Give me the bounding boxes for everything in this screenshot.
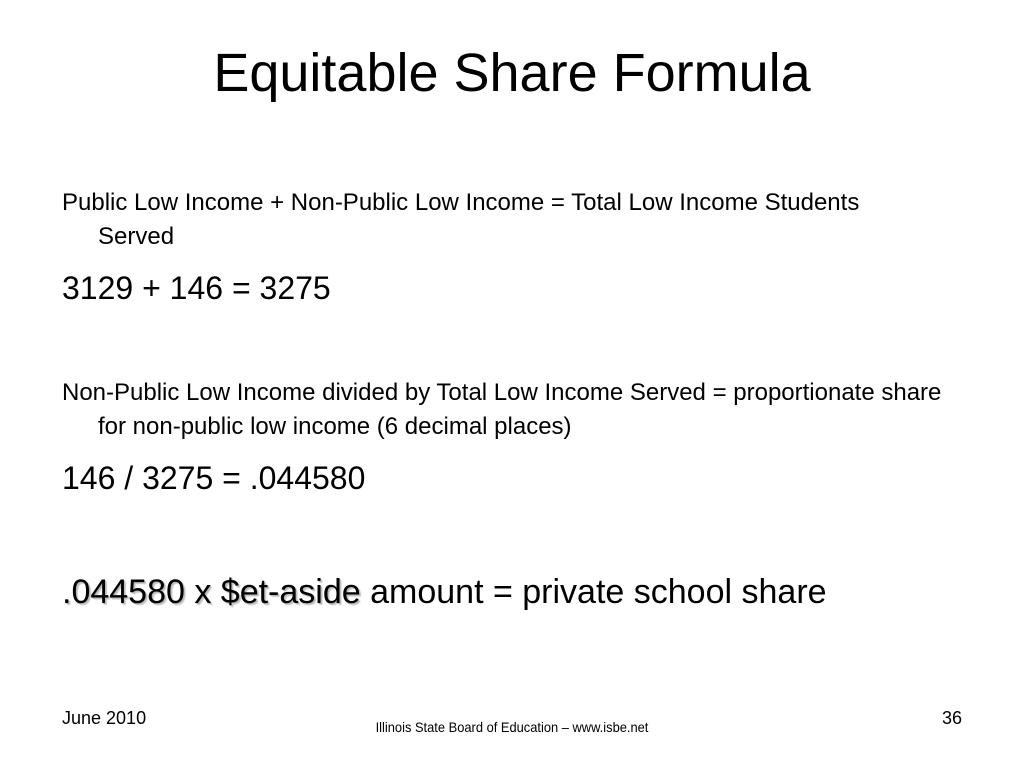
equation-shadowed-part: .044580 x $et-aside — [62, 573, 361, 611]
formula-description-1 — [62, 186, 942, 254]
equation-private-share — [62, 570, 1012, 614]
equation-rest: amount = private school share — [360, 573, 827, 611]
equation-total: 3129 + 146 = 3275 — [62, 270, 331, 306]
slide-title: Equitable Share Formula — [213, 43, 811, 103]
footer-organization: Illinois State Board of Education – www.isbe.net — [375, 719, 649, 735]
footer-date: June 2010 — [62, 708, 147, 728]
equation-2-container — [62, 458, 942, 498]
footer-page-number: 36 — [941, 708, 962, 728]
equation-1-container — [62, 268, 942, 308]
equation-proportion: 146 / 3275 = .044580 — [62, 460, 366, 496]
paragraph-total-low-income: Public Low Income + Non-Public Low Income = Total Low Income Students Served — [62, 189, 860, 250]
paragraph-proportionate-share: Non-Public Low Income divided by Total Low Income Served = proportionate share for non-public low income (6 decimal places) — [62, 379, 942, 440]
formula-description-2 — [62, 376, 942, 444]
